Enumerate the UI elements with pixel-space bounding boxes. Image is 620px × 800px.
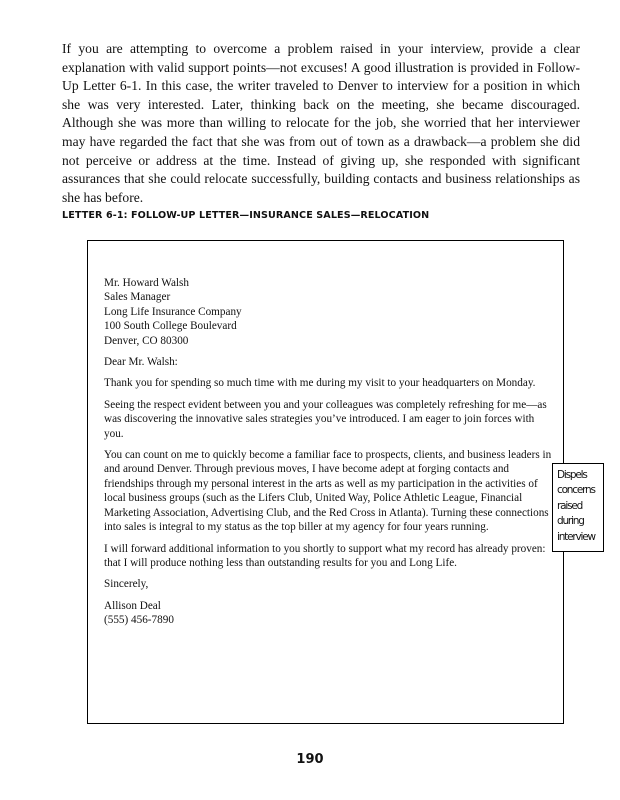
signature-block (104, 599, 556, 628)
closing: Sincerely, (104, 578, 149, 591)
intro-paragraph: If you are attempting to overcome a problem raised in your interview, provide a clear explanation with valid support points—not excuses! A good illustration is provided in Follow-Up Letter 6-1. In this case, the writer traveled to Denver to interview for a position in which she was very interested. Later, thinking back on the meeting, she became discouraged. Although she was more than willing to relocate for the job, she worried that her interviewer may have regarded the fact that she was from out of town as a drawback—a problem she did not perceive or address at the time. Instead of giving up, she responded with significant assurances that she could relocate successfully, building contacts and business relationships as she has before. (62, 41, 580, 205)
margin-note-line: during (557, 515, 584, 528)
address-line: Sales Manager (104, 291, 171, 304)
recipient-address (104, 276, 556, 348)
letter-paragraph: Seeing the respect evident between you and your colleagues was completely refreshing for me—as was discovering the innovative sales strategies you’ve introduced. I am eager to join forces with you. (104, 398, 547, 440)
letter-paragraph: You can count on me to quickly become a familiar face to prospects, clients, and business leaders in and around Denver. Through previous moves, I have become adept at forging contacts and friendships through my personal interest in the arts as well as my participation in the activities of local business groups (such as the Lifers Club, United Way, Police Athletic League, Financial Marketing Association, Advertising Club, and the Red Cross in Atlanta). Turning these connections into sales is integral to my status as the top biller at my agency for four years running. (104, 449, 552, 534)
letter-paragraph: I will forward additional information to you shortly to support what my record has already proven: that I will produce nothing less than outstanding results for you and Long Life. (104, 542, 546, 569)
letter-body (104, 276, 556, 635)
salutation: Dear Mr. Walsh: (104, 356, 178, 369)
signature-phone: (555) 456-7890 (104, 614, 174, 627)
address-line: 100 South College Boulevard (104, 320, 237, 333)
margin-note-line: Dispels (557, 469, 587, 481)
letter-heading: LETTER 6-1: FOLLOW-UP LETTER—INSURANCE SALES—RELOCATION (62, 210, 430, 221)
address-line: Mr. Howard Walsh (104, 277, 189, 289)
margin-note (552, 463, 604, 552)
address-line: Denver, CO 80300 (104, 334, 189, 347)
signature-name: Allison Deal (104, 599, 161, 612)
margin-note-line: concerns (557, 484, 595, 497)
margin-note-line: interview (557, 530, 595, 543)
margin-note-line: raised (557, 499, 583, 512)
page-number: 190 (296, 752, 324, 767)
address-line: Long Life Insurance Company (104, 305, 242, 318)
letter-paragraph: Thank you for spending so much time with me during my visit to your headquarters on Monday. (104, 377, 536, 390)
